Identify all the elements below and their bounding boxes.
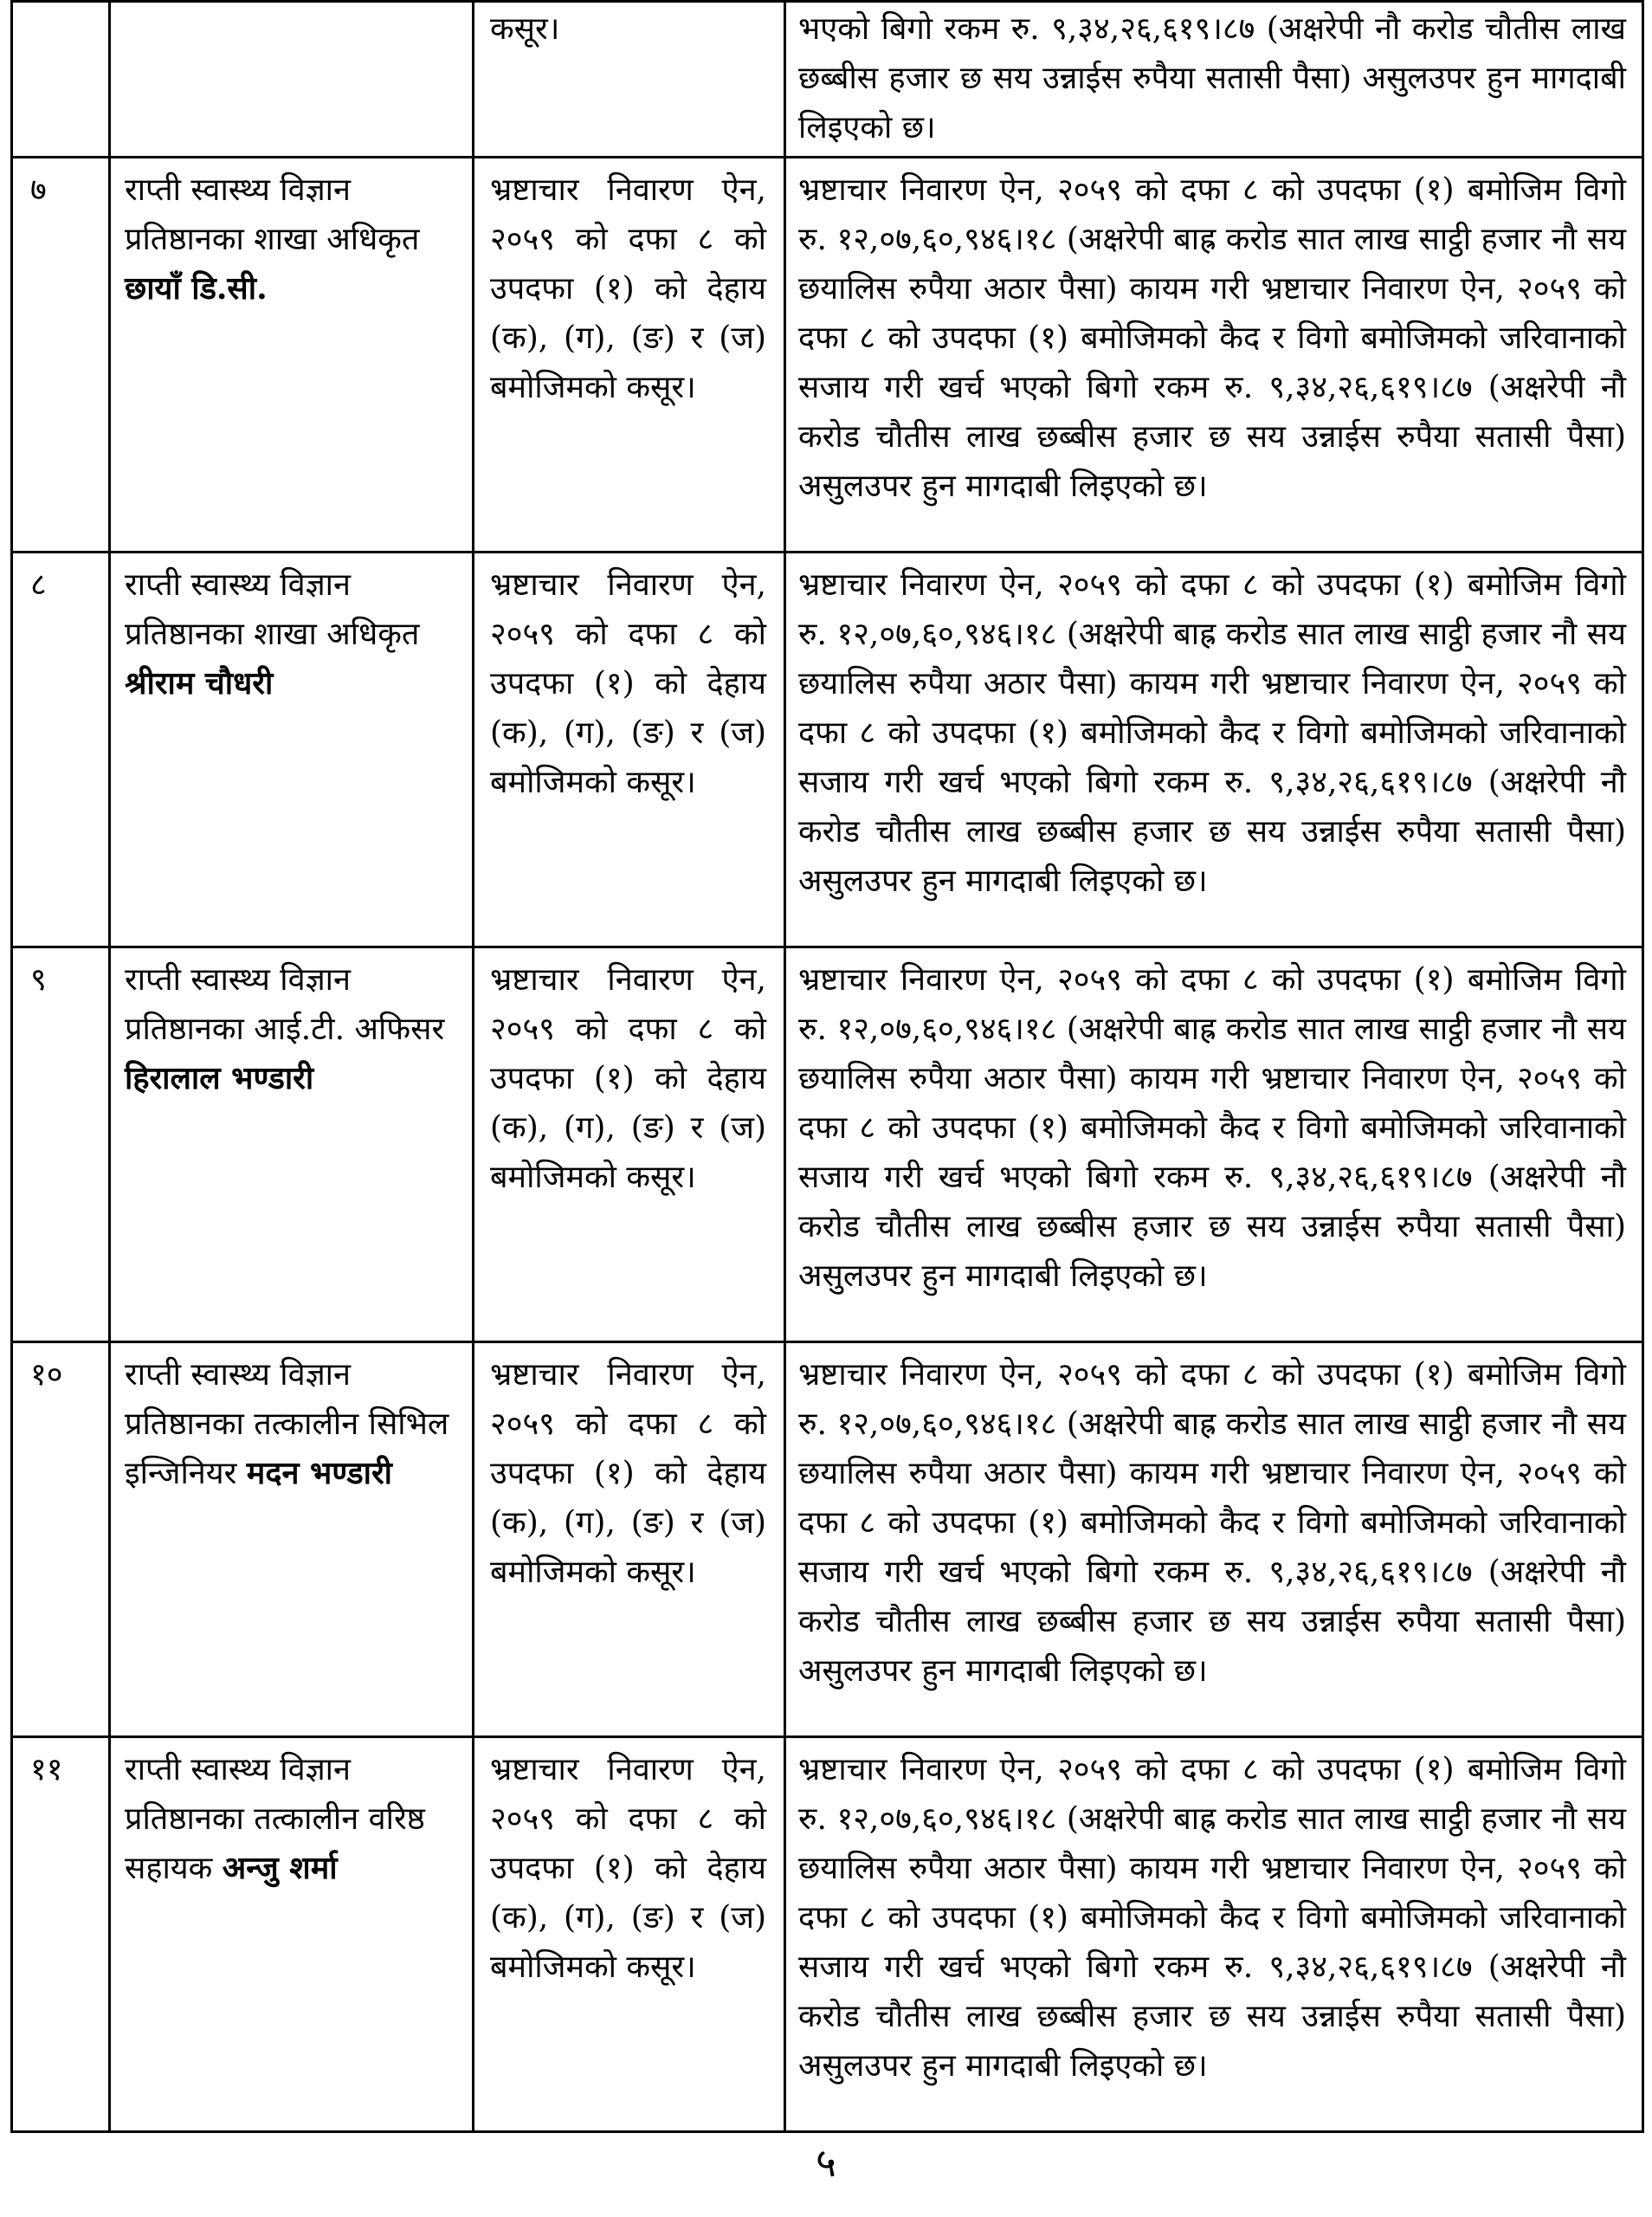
accused-cell <box>110 947 474 1342</box>
details-cell <box>785 158 1643 553</box>
accused-cell <box>110 1342 474 1737</box>
table-row <box>12 553 1643 947</box>
accused-name: अन्जु शर्मा <box>222 1850 338 1886</box>
charge-text: भ्रष्टाचार निवारण ऐन, २०५९ को दफा ८ को उपदफा (१) को देहाय (क), (ग), (ङ) र (ज) बमोजिमको कसूर। <box>490 1752 766 1985</box>
charge-cell <box>474 1737 785 2132</box>
serial-number: ७ <box>30 172 47 208</box>
sn-cell <box>12 1737 110 2132</box>
charge-cell <box>474 947 785 1342</box>
accused-position: राप्ती स्वास्थ्य विज्ञान प्रतिष्ठानका तत्कालीन वरिष्ठ सहायक <box>125 1752 425 1886</box>
sn-cell <box>12 553 110 947</box>
accused-position: राप्ती स्वास्थ्य विज्ञान प्रतिष्ठानका तत्कालीन सिभिल इन्जिनियर <box>125 1357 449 1491</box>
details-cell <box>785 1342 1643 1737</box>
details-text: भ्रष्टाचार निवारण ऐन, २०५९ को दफा ८ को उपदफा (१) बमोजिम विगो रु. १२,०७,६०,९४६।१८ (अक्षरेपी बाह्र करोड सात लाख साट्ठी हजार नौ सय छयालिस रुपैया अठार पैसा) कायम गरी भ्रष्टाचार निवारण ऐन, २०५९ को दफा ८ को उपदफा (१) बमोजिमको कैद र विगो बमोजिमको जरिवानाको सजाय गरी खर्च भएको बिगो रकम रु. ९,३४,२६,६१९।८७ (अक्षरेपी नौ करोड चौतीस लाख छब्बीस हजार छ सय उन्नाईस रुपैया सतासी पैसा) असुलउपर हुन मागदाबी लिइएको छ। <box>798 1357 1626 1689</box>
serial-number: ८ <box>30 567 47 603</box>
details-text: भ्रष्टाचार निवारण ऐन, २०५९ को दफा ८ को उपदफा (१) बमोजिम विगो रु. १२,०७,६०,९४६।१८ (अक्षरेपी बाह्र करोड सात लाख साट्ठी हजार नौ सय छयालिस रुपैया अठार पैसा) कायम गरी भ्रष्टाचार निवारण ऐन, २०५९ को दफा ८ को उपदफा (१) बमोजिमको कैद र विगो बमोजिमको जरिवानाको सजाय गरी खर्च भएको बिगो रकम रु. ९,३४,२६,६१९।८७ (अक्षरेपी नौ करोड चौतीस लाख छब्बीस हजार छ सय उन्नाईस रुपैया सतासी पैसा) असुलउपर हुन मागदाबी लिइएको छ। <box>798 962 1626 1294</box>
serial-number: १० <box>30 1357 63 1393</box>
details-text: भएको बिगो रकम रु. ९,३४,२६,६१९।८७ (अक्षरेपी नौ करोड चौतीस लाख छब्बीस हजार छ सय उन्नाईस रुपैया सतासी पैसा) असुलउपर हुन मागदाबी लिइएको छ। <box>798 11 1626 145</box>
accused-position: राप्ती स्वास्थ्य विज्ञान प्रतिष्ठानका आई.टी. अफिसर <box>125 962 445 1047</box>
accused-name: मदन भण्डारी <box>246 1455 392 1491</box>
accused-name: हिरालाल भण्डारी <box>125 1060 314 1096</box>
table-row <box>12 1342 1643 1737</box>
details-text: भ्रष्टाचार निवारण ऐन, २०५९ को दफा ८ को उपदफा (१) बमोजिम विगो रु. १२,०७,६०,९४६।१८ (अक्षरेपी बाह्र करोड सात लाख साट्ठी हजार नौ सय छयालिस रुपैया अठार पैसा) कायम गरी भ्रष्टाचार निवारण ऐन, २०५९ को दफा ८ को उपदफा (१) बमोजिमको कैद र विगो बमोजिमको जरिवानाको सजाय गरी खर्च भएको बिगो रकम रु. ९,३४,२६,६१९।८७ (अक्षरेपी नौ करोड चौतीस लाख छब्बीस हजार छ सय उन्नाईस रुपैया सतासी पैसा) असुलउपर हुन मागदाबी लिइएको छ। <box>798 172 1626 504</box>
charge-text: कसूर। <box>490 11 560 47</box>
details-text: भ्रष्टाचार निवारण ऐन, २०५९ को दफा ८ को उपदफा (१) बमोजिम विगो रु. १२,०७,६०,९४६।१८ (अक्षरेपी बाह्र करोड सात लाख साट्ठी हजार नौ सय छयालिस रुपैया अठार पैसा) कायम गरी भ्रष्टाचार निवारण ऐन, २०५९ को दफा ८ को उपदफा (१) बमोजिमको कैद र विगो बमोजिमको जरिवानाको सजाय गरी खर्च भएको बिगो रकम रु. ९,३४,२६,६१९।८७ (अक्षरेपी नौ करोड चौतीस लाख छब्बीस हजार छ सय उन्नाईस रुपैया सतासी पैसा) असुलउपर हुन मागदाबी लिइएको छ। <box>798 567 1626 899</box>
accused-cell <box>110 553 474 947</box>
accused-name: छायाँ डि.सी. <box>125 270 268 307</box>
sn-cell <box>12 947 110 1342</box>
accused-position: राप्ती स्वास्थ्य विज्ञान प्रतिष्ठानका शाखा अधिकृत <box>125 567 420 652</box>
corruption-case-table <box>10 0 1644 2133</box>
details-cell <box>785 1737 1643 2132</box>
details-text: भ्रष्टाचार निवारण ऐन, २०५९ को दफा ८ को उपदफा (१) बमोजिम विगो रु. १२,०७,६०,९४६।१८ (अक्षरेपी बाह्र करोड सात लाख साट्ठी हजार नौ सय छयालिस रुपैया अठार पैसा) कायम गरी भ्रष्टाचार निवारण ऐन, २०५९ को दफा ८ को उपदफा (१) बमोजिमको कैद र विगो बमोजिमको जरिवानाको सजाय गरी खर्च भएको बिगो रकम रु. ९,३४,२६,६१९।८७ (अक्षरेपी नौ करोड चौतीस लाख छब्बीस हजार छ सय उन्नाईस रुपैया सतासी पैसा) असुलउपर हुन मागदाबी लिइएको छ। <box>798 1752 1626 2084</box>
charge-text: भ्रष्टाचार निवारण ऐन, २०५९ को दफा ८ को उपदफा (१) को देहाय (क), (ग), (ङ) र (ज) बमोजिमको कसूर। <box>490 1357 766 1590</box>
details-cell <box>785 947 1643 1342</box>
accused-cell <box>110 158 474 553</box>
serial-number: ११ <box>30 1752 63 1787</box>
sn-cell <box>12 1342 110 1737</box>
charge-cell <box>474 553 785 947</box>
accused-cell <box>110 1737 474 2132</box>
charge-text: भ्रष्टाचार निवारण ऐन, २०५९ को दफा ८ को उपदफा (१) को देहाय (क), (ग), (ङ) र (ज) बमोजिमको कसूर। <box>490 962 766 1195</box>
charge-text: भ्रष्टाचार निवारण ऐन, २०५९ को दफा ८ को उपदफा (१) को देहाय (क), (ग), (ङ) र (ज) बमोजिमको कसूर। <box>490 172 766 405</box>
accused-cell <box>110 2 474 158</box>
sn-cell <box>12 158 110 553</box>
details-cell <box>785 553 1643 947</box>
details-cell <box>785 2 1643 158</box>
accused-position: राप्ती स्वास्थ्य विज्ञान प्रतिष्ठानका शाखा अधिकृत <box>125 172 420 257</box>
charge-text: भ्रष्टाचार निवारण ऐन, २०५९ को दफा ८ को उपदफा (१) को देहाय (क), (ग), (ङ) र (ज) बमोजिमको कसूर। <box>490 567 766 800</box>
table-row-continuation <box>12 2 1643 158</box>
charge-cell <box>474 158 785 553</box>
accused-name: श्रीराम चौधरी <box>125 665 274 701</box>
page-number: ५ <box>816 2139 836 2186</box>
serial-number: ९ <box>30 962 47 998</box>
charge-cell <box>474 2 785 158</box>
table-row <box>12 947 1643 1342</box>
sn-cell <box>12 2 110 158</box>
table-row <box>12 1737 1643 2132</box>
table-row <box>12 158 1643 553</box>
charge-cell <box>474 1342 785 1737</box>
